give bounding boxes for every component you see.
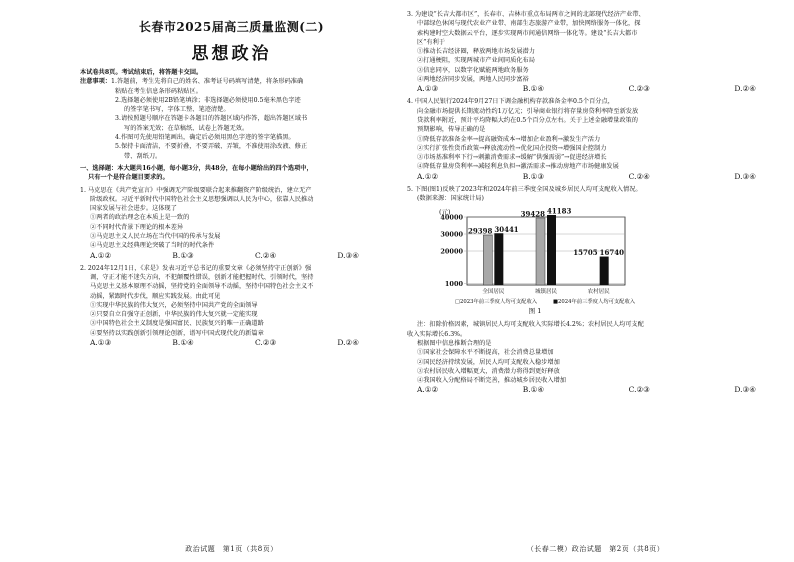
question-text: 动摇，紧跟时代步伐，顺应实践发展。由此可见 [90,292,221,300]
choice-a[interactable]: A.①② [90,250,112,260]
subject-title: 思想政治 [191,44,272,64]
choice-a[interactable]: A.①② [417,385,439,395]
notice-line: 粘贴在考生信息条形码粘贴区。 [115,87,202,95]
y-tick-label: 20000 [440,247,463,256]
question-text: 国家发展与社会进步。这体现了 [90,205,177,213]
question-3 [407,10,780,94]
notice-line: 1.答题前，考生先将自己的姓名、准考证号码填写清楚，将条形码准确 [111,78,304,86]
statement-option: ③中国特色社会主义制度是强国富民、民族复兴的唯一正确道路 [90,320,264,328]
statement-option: ④两地经济同步发展，两地人民同步富裕 [417,76,529,84]
statement-option: ④降低存量房贷利率→减轻利息负担→激活需求→推动房地产市场健康发展 [417,163,619,171]
y-axis-unit: (元) [439,208,451,217]
question-text: 贷款利率附近，预计平均降幅大约在0.5个百分点左右。关于上述金融增量政策的 [417,116,638,124]
exam-title: 长春市2025届高三质量监测(二) [138,20,325,34]
right-page [397,0,794,562]
choice-b[interactable]: B.①④ [172,338,194,348]
statement-option: ①推动长吉经济圈，释放两地市场发展潜力 [417,48,535,56]
notice-line: 写的答案无效；在草稿纸、试卷上答题无效。 [124,124,249,132]
question-2 [80,264,383,348]
notice-line: 4.作图可先使用铅笔画出，确定后必须用黑色字迹的签字笔描黑。 [115,134,295,142]
question-1 [80,186,383,261]
question-text: 1. 马克思在《共产党宣言》中强调无产阶级要联合起来推翻资产阶级统治，建立无产 [80,186,312,194]
choice-b[interactable]: B.①④ [522,385,545,395]
bar-2024-label: 41183 [547,206,572,216]
notice-block [80,77,383,161]
category-label: 全国居民 [482,289,505,296]
bar-2024-label: 30441 [494,225,519,235]
y-tick-label: 1000 [444,280,463,289]
statement-option: ③信息同享，以数字化赋能两地政务服务 [417,66,529,74]
question-text: 调，守正才能不迷失方向，不犯颠覆性错误，创新才能把握时代、引领时代，坚持 [90,273,314,281]
statement-option: ④马克思主义经典理论突破了当时的时代条件 [90,242,215,250]
notice-line: 5.保持卡面清洁，不要折叠，不要弄破、弄皱，不准使用涂改液、修正 [115,143,308,151]
bar-2023-label: 15705 [573,248,598,258]
choice-b[interactable]: B.①③ [172,250,194,260]
bar-2023-label: 39428 [520,209,545,219]
choice-b[interactable]: B.①④ [522,84,545,94]
question-text: 向金融市场提供长期流动性约1万亿元；引导商业银行将存量房贷利率降至新发放 [417,107,639,115]
choice-d[interactable]: D.②④ [734,84,756,94]
choice-c[interactable]: C.②③ [254,338,277,348]
choice-a[interactable]: A.①② [417,171,439,181]
category-label: 城镇居民 [534,289,558,296]
category-label: 农村居民 [587,289,610,296]
question-text: 中部绿色休闲与现代农业产业带、南部生态旅游产业带，加快网络服务一体化，探 [417,20,641,28]
statement-option: ①两者的政治理念在本质上是一致的 [90,214,190,222]
question-4 [407,97,780,181]
statement-option: ②打通梗阻，实现两城市产业间同质化布局 [417,57,535,65]
page-footer-right: （长春二模）政治试题 第2页（共8页） [526,545,665,553]
choice-a[interactable]: A.①③ [417,84,439,94]
choice-d[interactable]: D.③④ [734,385,756,395]
y-tick-label: 30000 [440,230,463,239]
notice-label: 注意事项： [80,78,112,86]
question-text: 区”有利于 [417,38,446,46]
statement-option: ④我国收入分配格局不断完善，推动城乡居民收入增加 [417,377,566,385]
question-text: 索构建时空大数据云平台，逐步实现两市间通信网络一体化等。建设“长吉大都市 [417,29,638,37]
question-text: 2. 2024年12月1日，《求是》发表习近平总书记的重要文章《必须坚持守正创新》强 [80,264,312,272]
bar-2023 [483,235,492,285]
statement-option: ①实现中华民族的伟大复兴，必须坚持中国共产党的全面领导 [90,301,258,309]
notice-line: 带、刮纸刀。 [124,152,162,160]
legend-2024: ■2024年前三季度人均可支配收入 [553,299,635,306]
statement-option: ①降低存款准备金率→提高融资成本→增加企业盈利→激发生产活力 [417,135,601,143]
choice-a[interactable]: A.①③ [90,338,112,348]
bar-2024-label: 16740 [599,248,625,258]
answer-choices [407,172,780,182]
statement-option: ②实行扩张性货币政策→释放流动性→优化国企投资→增强国企控制力 [417,144,607,152]
exam-intro: 本试卷共8页。考试结束后，将答题卡交回。 [80,69,203,76]
statement-option: ②国民经济持续发展，居民人均可支配收入稳步增加 [417,358,560,366]
choice-c[interactable]: C.②③ [628,84,650,94]
y-tick-label: 40000 [440,213,463,222]
answer-choices [80,251,383,261]
choice-d[interactable]: D.③④ [734,171,756,181]
data-source: (数据来源：国家统计局) [417,195,484,203]
chart-svg [435,205,635,320]
statement-option: ①国家社会保障水平不断提高，社会消费总量增加 [417,349,554,357]
statement-option: ③农村居民收入增幅更大，消费潜力将得到更好释放 [417,367,560,375]
page-footer-left: 政治试题 第1页（共8页） [185,545,278,553]
legend-2023: □2023年前三季度人均可支配收入 [455,299,538,306]
bar-2024 [494,234,503,286]
note-text: 注：扣除价格因素，城镇居民人均可支配收入实际增长4.2%；农村居民人均可支配 [417,321,644,329]
notice-line: 的签字笔书写，字体工整、笔迹清楚。 [124,106,230,114]
statement-option: ④要坚持以实践创新引领理论创新，谱写中国式现代化的新篇章 [90,329,264,337]
question-text: 3. 为建设“长吉大都市区”，长春市、吉林市重点布局两市之间的北部现代经济产业带、 [407,11,645,18]
bar-2024 [547,215,556,285]
question-text: 5. 下图(图1)反映了2023年和2024年前三季度全国及城乡居民人均可支配收入情况。 [407,185,642,193]
notice-line: 2.选择题必须使用2B铅笔填涂；非选择题必须使用0.5毫米黑色字迹 [115,96,301,104]
choice-d[interactable]: D.②④ [337,338,359,348]
choice-c[interactable]: C.②④ [254,250,277,260]
choice-d[interactable]: D.③④ [337,250,359,260]
section-heading-2: 只有一个是符合题目要求的。 [88,174,169,182]
choice-c[interactable]: C.②③ [628,385,650,395]
bar-2023-label: 29398 [467,226,493,236]
question-text: 根据图中信息推断合理的是 [417,339,492,347]
question-text: 预期影响，传导正确的是 [417,126,486,134]
figure-label: 图 1 [528,307,542,316]
question-text: 马克思主义基本原理不动摇，坚持党的全面领导不动摇，坚持中国特色社会主义不 [90,283,314,291]
question-text: 阶级政权。习近平新时代中国特色社会主义思想强调以人民为中心，依靠人民推动 [90,195,314,203]
answer-choices [80,338,383,348]
statement-option: ③马克思主义人民立场在当代中国的传承与发展 [90,233,221,241]
choice-c[interactable]: C.②④ [628,171,650,181]
question-text: 4. 中国人民银行2024年9月27日下调金融机构存款准备金率0.5个百分点， [407,98,614,106]
bar-2023 [536,218,545,285]
note-text: 收入实际增长6.3%。 [407,330,467,338]
choice-b[interactable]: B.①③ [522,171,545,181]
answer-choices [407,385,780,395]
answer-choices [407,84,780,94]
statement-option: ③市场基准利率下行→刺激消费需求→缓解“供强需弱”→促进经济增长 [417,154,607,162]
statement-option: ②不同时代背景下理论的根本差异 [90,223,184,231]
notice-line: 3.请按照题号顺序在答题卡各题目的答题区域内作答，超出答题区域书 [115,115,308,123]
section-heading: 一、选择题：本大题共16小题，每小题3分，共48分，在每小题给出的四个选项中， [80,164,313,172]
income-bar-chart [435,205,635,320]
statement-option: ②只要自立自强守正创新，中华民族的伟大复兴就一定能实现 [90,311,258,319]
question-5 [407,185,780,396]
bar-2024 [600,257,609,285]
